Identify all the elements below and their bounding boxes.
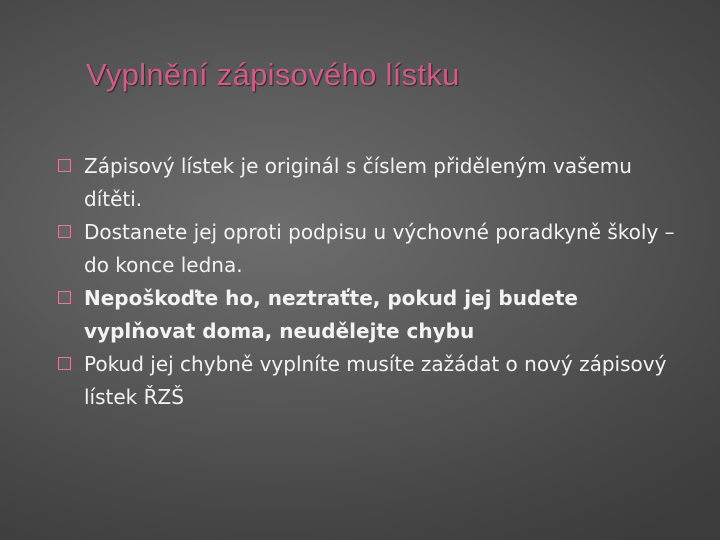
bullet-item-2 [58,216,678,282]
square-bullet-icon [58,225,71,238]
bullet-text: Dostanete jej oproti podpisu u výchovné poradkyně školy – do konce ledna. [84,220,675,277]
bullet-text: Nepoškoďte ho, neztraťte, pokud jej budete vyplňovat doma, neudělejte chybu [84,286,578,343]
bullet-item-1 [58,150,678,216]
bullet-item-3 [58,282,678,348]
square-bullet-icon [58,159,71,172]
square-bullet-icon [58,357,71,370]
square-bullet-icon [58,291,71,304]
bullet-text: Pokud jej chybně vyplníte musíte zažádat o nový zápisový lístek ŘZŠ [84,352,667,409]
bullet-text: Zápisový lístek je originál s číslem přiděleným vašemu dítěti. [84,154,632,211]
slide-title: Vyplnění zápisového lístku [86,57,460,92]
bullet-list [58,150,678,414]
bullet-item-4 [58,348,678,414]
